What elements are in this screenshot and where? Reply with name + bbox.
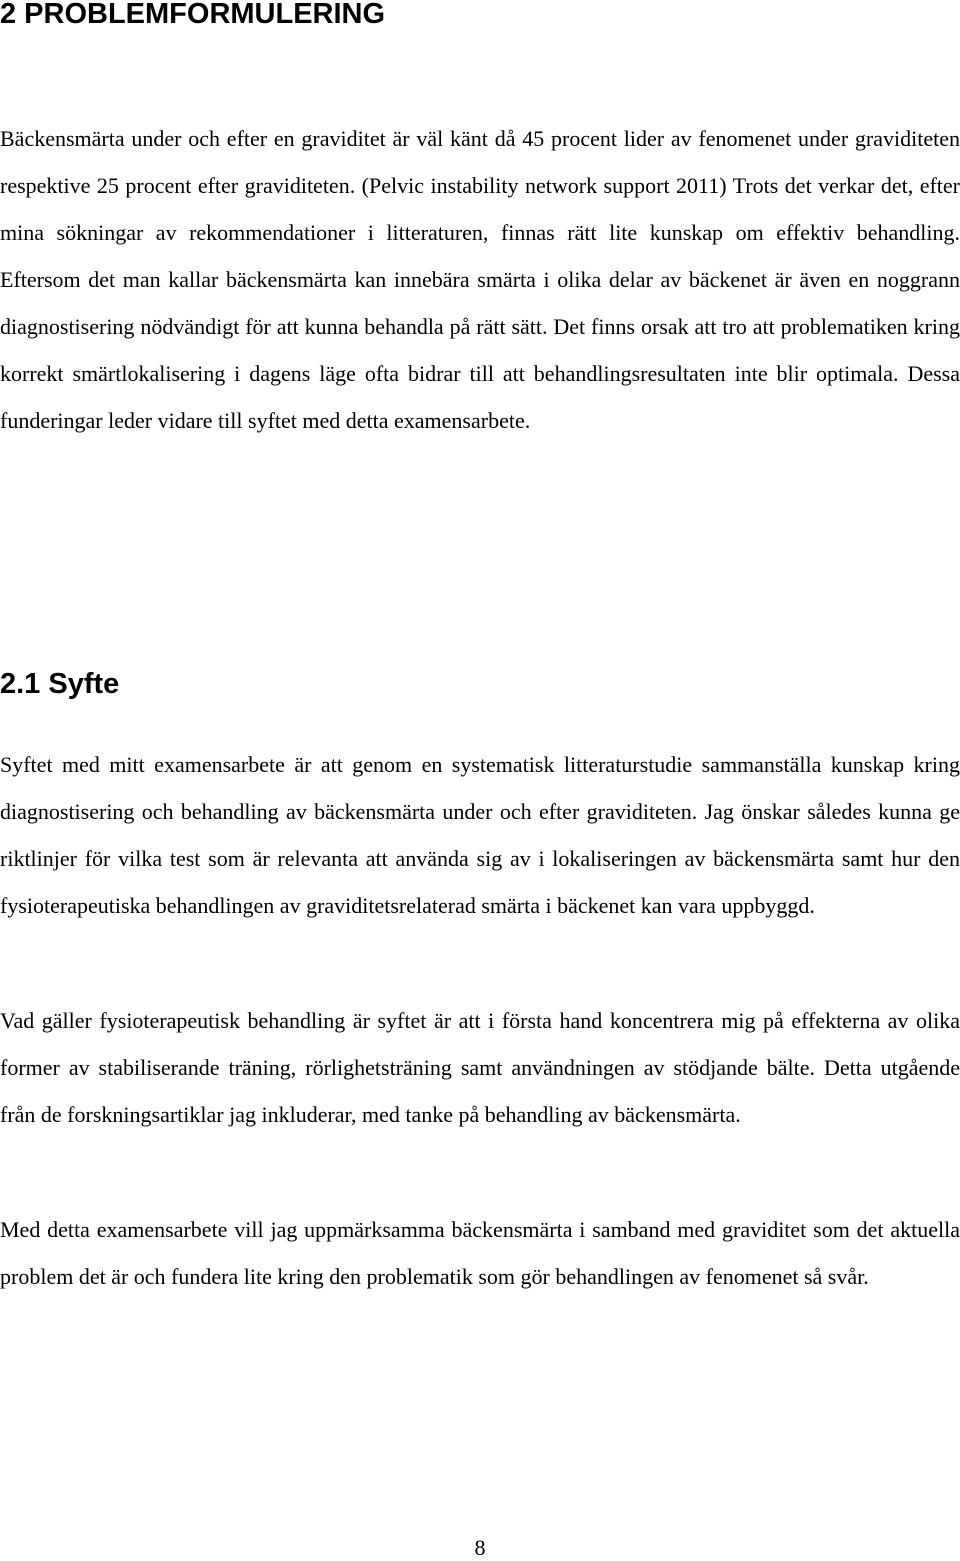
subsection-paragraph-2: Vad gäller fysioterapeutisk behandling är syftet är att i första hand koncentrera mig på effekterna av olika former av stabiliserande träning, rörlighetsträning samt användningen av stödjande bälte. Detta utgående från de forskningsartiklar jag inkluderar, med tanke på behandling av bäckensmärta.: [0, 1008, 960, 1127]
page-number: 8: [474, 1535, 486, 1560]
section-paragraph-1: Bäckensmärta under och efter en graviditet är väl känt då 45 procent lider av fenomenet under graviditeten respektive 25 procent efter graviditeten. (Pelvic instability network support 2011) Trots det verkar det, efter mina sökningar av rekommendationer i litteraturen, finnas rätt lite kunskap om effektiv behandling. Eftersom det man kallar bäckensmärta kan innebära smärta i olika delar av bäckenet är även en noggrann diagnostisering nödvändigt för att kunna behandla på rätt sätt. Det finns orsak att tro att problematiken kring korrekt smärtlokalisering i dagens läge ofta bidrar till att behandlingsresultaten inte blir optimala. Dessa funderingar leder vidare till syftet med detta examensarbete.: [0, 126, 960, 433]
subsection-paragraph-3: Med detta examensarbete vill jag uppmärksamma bäckensmärta i samband med graviditet som det aktuella problem det är och fundera lite kring den problematik som gör behandlingen av fenomenet så svår.: [0, 1217, 960, 1289]
subsection-heading: 2.1 Syfte: [0, 668, 120, 700]
section-heading: 2 PROBLEMFORMULERING: [0, 0, 386, 30]
subsection-paragraph-1: Syftet med mitt examensarbete är att genom en systematisk litteraturstudie sammanställa kunskap kring diagnostisering och behandling av bäckensmärta under och efter graviditeten. Jag önskar således kunna ge riktlinjer för vilka test som är relevanta att använda sig av i lokaliseringen av bäckensmärta samt hur den fysioterapeutiska behandlingen av graviditetsrelaterad smärta i bäckenet kan vara uppbyggd.: [0, 752, 960, 918]
